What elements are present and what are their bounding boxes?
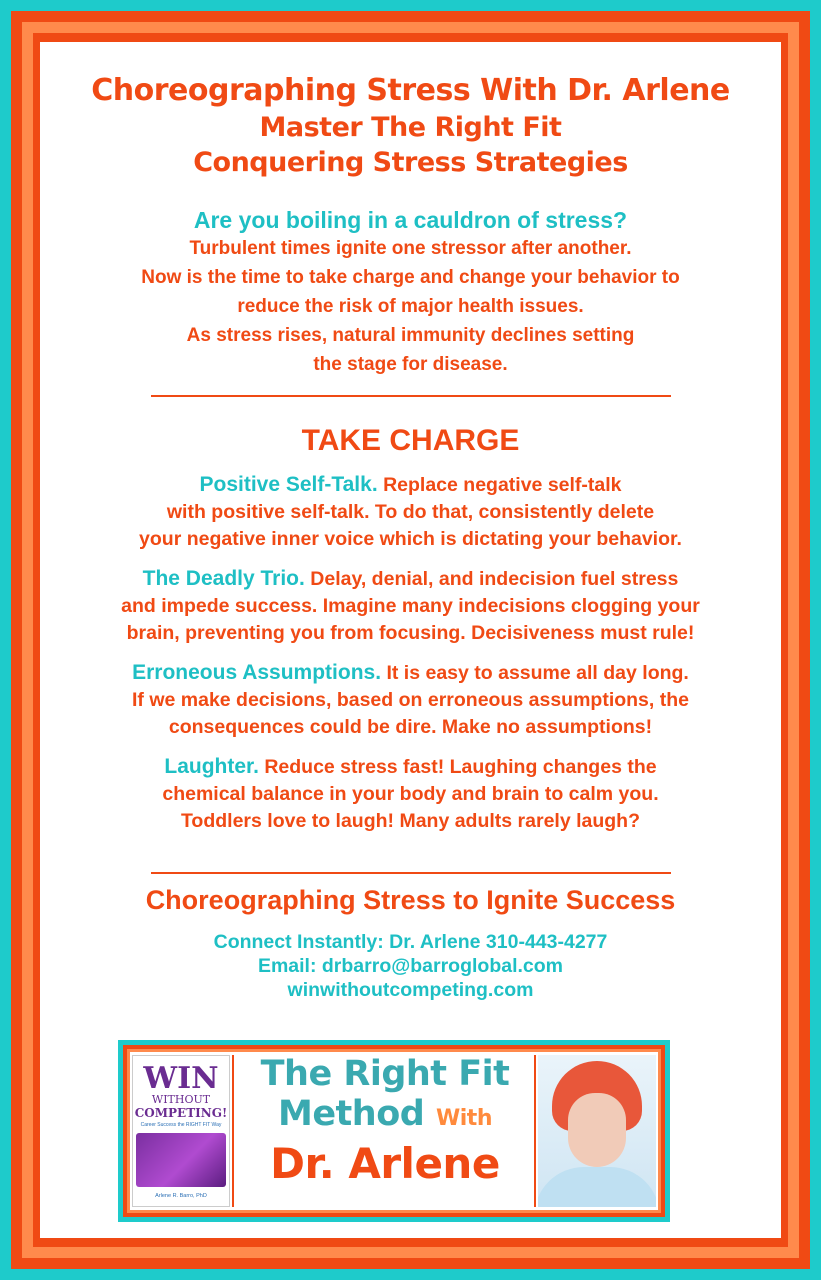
subtitle-master-right-fit: Master The Right Fit [259, 112, 562, 143]
tagline-heading: Choreographing Stress to Ignite Success [145, 885, 676, 915]
divider-top [151, 395, 671, 397]
tip-text: with positive self-talk. To do that, consistently delete [166, 501, 655, 523]
banner-title-with: With [436, 1106, 492, 1131]
intro-line-4: As stress rises, natural immunity declines setting [186, 325, 635, 346]
portrait-shoulders [538, 1167, 656, 1207]
book-author: Arlene R. Barro, PhD [155, 1193, 207, 1199]
portrait-face [568, 1093, 626, 1167]
divider-bottom [151, 872, 671, 874]
banner-title-line3: Dr. Arlene [270, 1139, 500, 1188]
tip-text: Delay, denial, and indecision fuel stress [304, 568, 679, 590]
intro-line-3: reduce the risk of major health issues. [237, 296, 584, 317]
right-fit-banner [118, 1040, 670, 1222]
banner-title-line2-wrap [236, 1094, 534, 1139]
tip-text: your negative inner voice which is dictating your behavior. [139, 528, 682, 550]
contact-website[interactable]: winwithoutcompeting.com [287, 979, 534, 1001]
tip-text: Toddlers love to laugh! Many adults rarely laugh? [180, 810, 641, 832]
tip-laughter [40, 753, 781, 835]
contact-block [40, 930, 781, 1002]
banner-title [236, 1054, 534, 1189]
banner-title-line1: The Right Fit [260, 1054, 510, 1094]
book-title-without: WITHOUT [151, 1093, 211, 1106]
tip-text: Reduce stress fast! Laughing changes the [258, 756, 657, 778]
tip-text: consequences could be dire. Make no assumptions! [168, 716, 653, 738]
tip-text: It is easy to assume all day long. [381, 662, 689, 684]
tip-lead: The Deadly Trio. [142, 567, 305, 590]
tip-text: brain, preventing you from focusing. Decisiveness must rule! [126, 622, 695, 644]
book-subtitle: Career Success the RIGHT FIT Way [140, 1122, 222, 1128]
puzzle-image [136, 1133, 226, 1187]
tip-lead: Laughter. [164, 755, 259, 778]
tip-erroneous-assumptions [40, 659, 781, 741]
tip-text: If we make decisions, based on erroneous assumptions, the [132, 689, 689, 711]
tip-lead: Erroneous Assumptions. [132, 661, 382, 684]
book-cover-image [132, 1055, 230, 1207]
book-title-competing: COMPETING! [134, 1106, 228, 1120]
intro-line-1: Turbulent times ignite one stressor after another. [189, 238, 632, 259]
intro-question: Are you boiling in a cauldron of stress? [193, 207, 628, 233]
book-title-win: WIN [143, 1061, 219, 1096]
tip-deadly-trio [40, 565, 781, 647]
contact-email[interactable]: Email: drbarro@barroglobal.com [257, 955, 564, 977]
take-charge-heading: TAKE CHARGE [301, 424, 520, 457]
intro-line-5: the stage for disease. [313, 354, 508, 375]
flyer-content [40, 42, 781, 1002]
banner-title-line2: Method [277, 1094, 425, 1134]
contact-phone[interactable]: Connect Instantly: Dr. Arlene 310-443-4277 [213, 931, 608, 953]
intro-line-2: Now is the time to take charge and change your behavior to [141, 267, 680, 288]
subtitle-conquering-stress: Conquering Stress Strategies [193, 147, 628, 178]
dr-arlene-portrait [538, 1055, 656, 1207]
tip-lead: Positive Self-Talk. [199, 473, 378, 496]
tip-text: Replace negative self-talk [377, 474, 622, 496]
tip-text: chemical balance in your body and brain to calm you. [162, 783, 659, 805]
page-title: Choreographing Stress With Dr. Arlene [91, 73, 730, 108]
tip-text: and impede success. Imagine many indecisions clogging your [121, 595, 700, 617]
banner-separator [534, 1055, 536, 1207]
banner-separator [232, 1055, 234, 1207]
tip-positive-self-talk [40, 471, 781, 553]
